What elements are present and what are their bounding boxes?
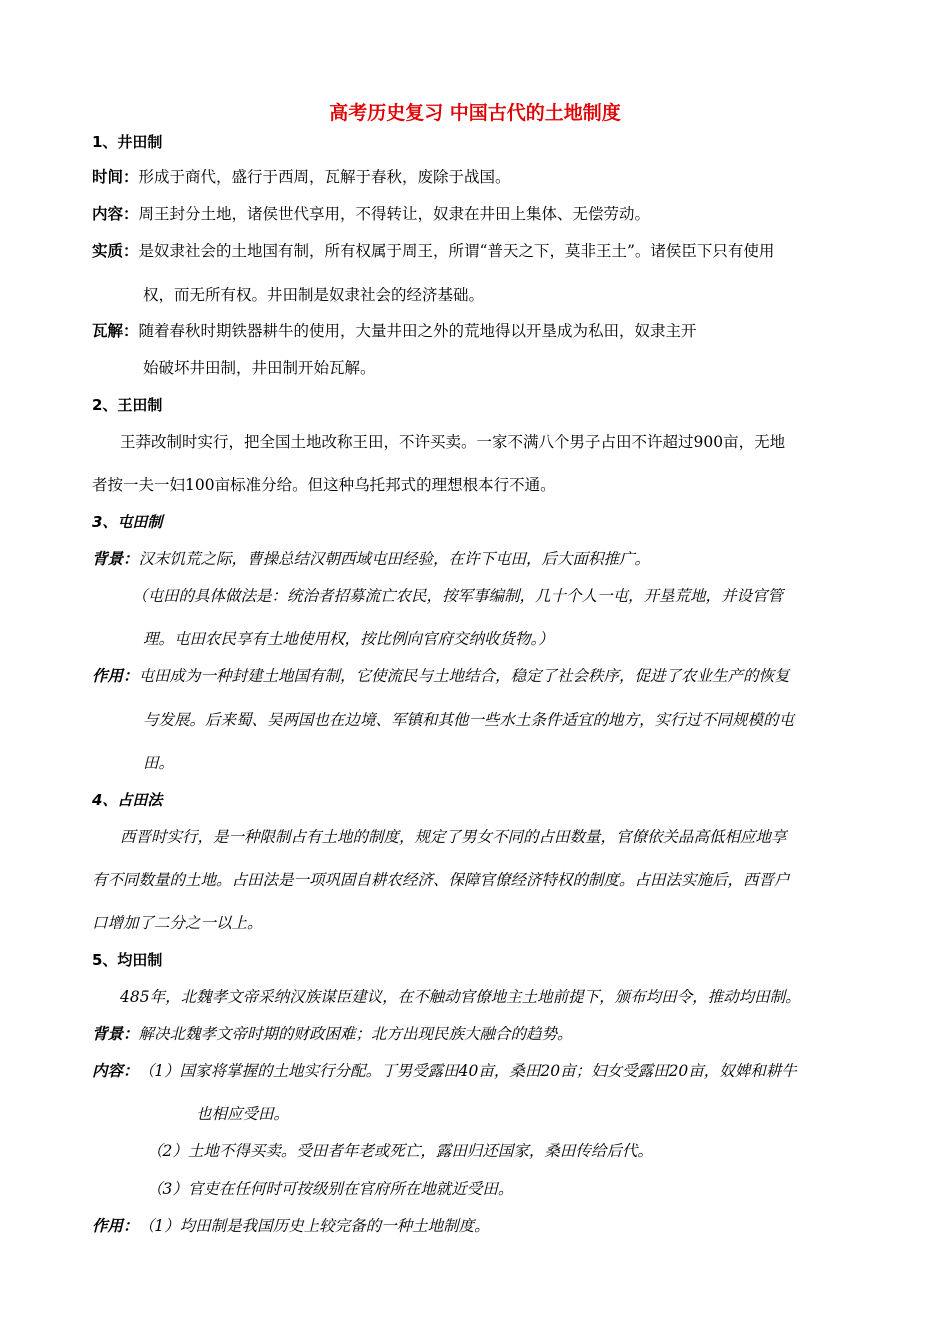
paragraph-juntian-background xyxy=(92,1023,573,1045)
text-juntian-item1-2: 也相应受田。 xyxy=(196,1105,290,1123)
text-juntian-item1-1: （1）国家将掌握的土地实行分配。丁男受露田40亩，桑田20亩；妇女受露田20亩，奴婢和耕牛 xyxy=(146,1062,797,1080)
text-zhantian-2: 有不同数量的土地。占田法是一项巩固自耕农经济、保障官僚经济特权的制度。占田法实施后，西晋户 xyxy=(92,871,790,889)
text-juntian-background: 解决北魏孝文帝时期的财政困难；北方出现民族大融合的趋势。 xyxy=(138,1025,573,1043)
text-collapse-2: 始破坏井田制，井田制开始瓦解。 xyxy=(143,359,376,377)
section-heading-jingtian: 1、井田制 xyxy=(92,133,163,151)
text-tuntian-note-1: （屯田的具体做法是：统治者招募流亡农民，按军事编制，几十个人一屯，开垦荒地，并设官管 xyxy=(132,587,784,605)
paragraph-tuntian-effect xyxy=(92,665,790,687)
text-wangtian-1: 王莽改制时实行，把全国土地改称王田，不许买卖。一家不满八个男子占田不许超过900亩，无地 xyxy=(120,433,786,451)
document-title: 高考历史复习 中国古代的土地制度 xyxy=(329,102,621,124)
paragraph-content xyxy=(92,203,650,225)
section-heading-juntian: 5、均田制 xyxy=(92,951,163,969)
text-effect-3: 田。 xyxy=(143,754,175,772)
text-juntian-intro: 485年，北魏孝文帝采纳汉族谋臣建议，在不触动官僚地主土地前提下，颁布均田令，推动均田制。 xyxy=(120,988,801,1006)
text-time: 形成于商代，盛行于西周，瓦解于春秋，废除于战国。 xyxy=(138,168,511,186)
text-juntian-item3: （3）官吏在任何时可按级别在官府所在地就近受田。 xyxy=(147,1180,514,1198)
paragraph-juntian-content xyxy=(92,1060,797,1082)
label-effect: 作用： xyxy=(92,667,139,685)
text-content: 周王封分土地，诸侯世代享用，不得转让，奴隶在井田上集体、无偿劳动。 xyxy=(138,205,651,223)
text-wangtian-2: 者按一夫一妇100亩标准分给。但这种乌托邦式的理想根本行不通。 xyxy=(92,476,556,494)
text-zhantian-3: 口增加了二分之一以上。 xyxy=(92,914,263,932)
section-heading-tuntian: 3、屯田制 xyxy=(92,513,163,531)
section-heading-wangtian: 2、王田制 xyxy=(92,396,163,414)
text-zhantian-1: 西晋时实行，是一种限制占有土地的制度，规定了男女不同的占田数量，官僚依关品高低相应地享 xyxy=(120,828,787,846)
text-essence-1: 是奴隶社会的土地国有制，所有权属于周王，所谓“普天之下，莫非王土”。诸侯臣下只有使用 xyxy=(138,242,775,260)
label-background: 背景： xyxy=(92,550,139,568)
label-collapse: 瓦解： xyxy=(92,322,139,340)
section-heading-zhantian: 4、占田法 xyxy=(92,791,163,809)
paragraph-tuntian-background xyxy=(92,548,650,570)
text-effect-2: 与发展。后来蜀、吴两国也在边境、军镇和其他一些水土条件适宜的地方，实行过不同规模的屯 xyxy=(143,711,795,729)
text-background: 汉末饥荒之际，曹操总结汉朝西域屯田经验，在许下屯田，后大面积推广。 xyxy=(138,550,651,568)
paragraph-juntian-effect xyxy=(92,1215,490,1237)
paragraph-collapse xyxy=(92,320,697,342)
text-tuntian-note-2: 理。屯田农民享有土地使用权，按比例向官府交纳收货物。） xyxy=(143,630,554,648)
text-juntian-item2: （2）土地不得买卖。受田者年老或死亡，露田归还国家，桑田传给后代。 xyxy=(147,1142,653,1160)
label-juntian-effect: 作用： xyxy=(92,1217,139,1235)
label-content: 内容： xyxy=(92,205,139,223)
text-effect-1: 屯田成为一种封建土地国有制，它使流民与土地结合，稳定了社会秩序，促进了农业生产的恢复 xyxy=(138,667,790,685)
text-juntian-effect-1: （1）均田制是我国历史上较完备的一种土地制度。 xyxy=(146,1217,490,1235)
paragraph-essence xyxy=(92,240,774,262)
text-essence-2: 权，而无所有权。井田制是奴隶社会的经济基础。 xyxy=(143,286,485,304)
label-time: 时间： xyxy=(92,168,139,186)
label-juntian-content: 内容： xyxy=(92,1062,139,1080)
label-juntian-background: 背景： xyxy=(92,1025,139,1043)
label-essence: 实质： xyxy=(92,242,139,260)
paragraph-time xyxy=(92,166,511,188)
text-collapse-1: 随着春秋时期铁器耕牛的使用，大量井田之外的荒地得以开垦成为私田，奴隶主开 xyxy=(138,322,697,340)
